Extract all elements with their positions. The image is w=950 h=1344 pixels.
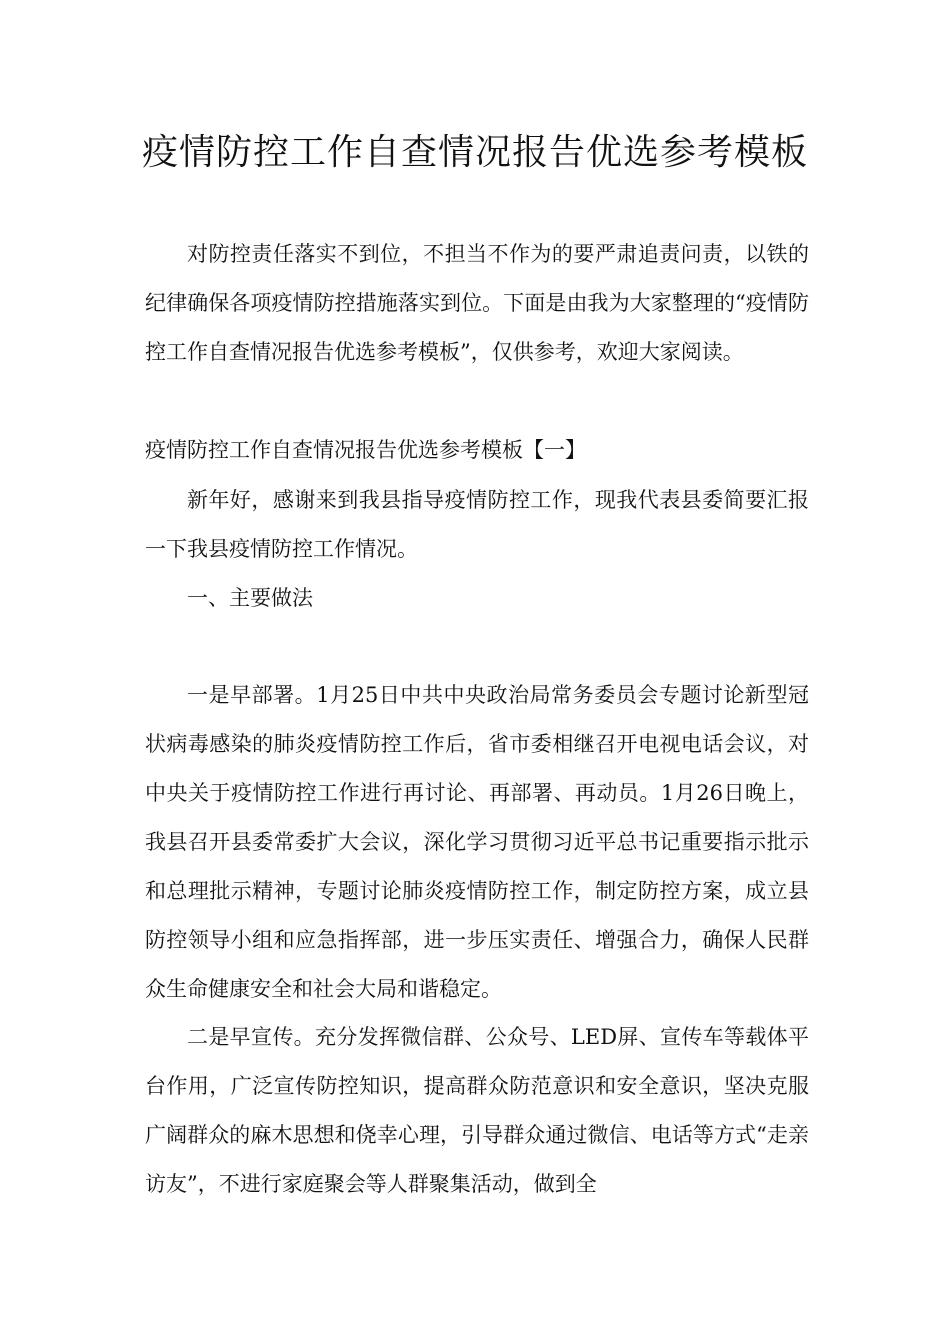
- paragraph-early-deployment: 一是早部署。1月25日中共中央政治局常务委员会专题讨论新型冠状病毒感染的肺炎疫情防控工作后，省市委相继召开电视电话会议，对中央关于疫情防控工作进行再讨论、再部署、再动员。1月26日晚上，我县召开县委常委扩大会议，深化学习贯彻习近平总书记重要指示批示和总理批示精神，专题讨论肺炎疫情防控工作，制定防控方案，成立县防控领导小组和应急指挥部，进一步压实责任、增强合力，确保人民群众生命健康安全和社会大局和谐稳定。: [145, 683, 809, 1001]
- subheading-main-practices: 一、主要做法: [187, 586, 313, 610]
- section-heading: 疫情防控工作自查情况报告优选参考模板【一】: [145, 438, 586, 462]
- greeting-paragraph: 新年好，感谢来到我县指导疫情防控工作，现我代表县委简要汇报一下我县疫情防控工作情况。: [145, 488, 809, 561]
- document-title: 疫情防控工作自查情况报告优选参考模板: [141, 132, 808, 173]
- intro-paragraph: 对防控责任落实不到位，不担当不作为的要严肃追责问责，以铁的纪律确保各项疫情防控措施落实到位。下面是由我为大家整理的“疫情防控工作自查情况报告优选参考模板”，仅供参考，欢迎大家阅读。: [145, 242, 809, 364]
- paragraph-early-publicity: 二是早宣传。充分发挥微信群、公众号、LED屏、宣传车等载体平台作用，广泛宣传防控知识，提高群众防范意识和安全意识，坚决克服广阔群众的麻木思想和侥幸心理，引导群众通过微信、电话等方式“走亲访友”，不进行家庭聚会等人群聚集活动，做到全: [145, 1025, 809, 1196]
